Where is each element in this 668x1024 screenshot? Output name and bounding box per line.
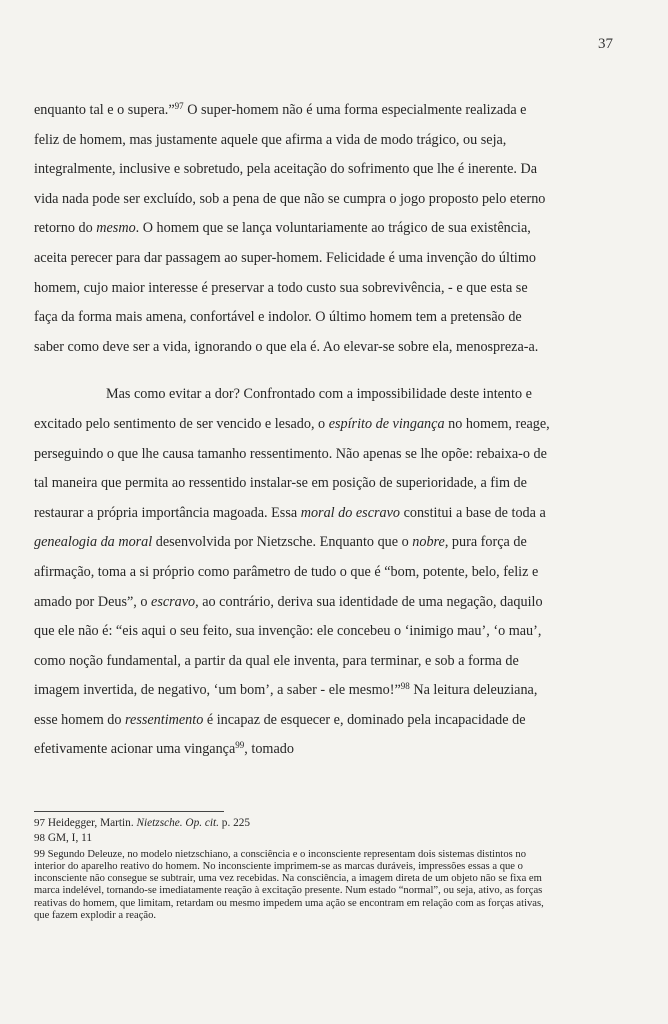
footnote-divider [34, 811, 224, 812]
footnote-99: 99 Segundo Deleuze, no modelo nietzschiano, a consciência e o inconsciente representam dois sistemas distintos no interior do aparelho reativo do homem. No inconsciente imprimem-se as marcas duráveis, impressões essas a que o inconsciente não consegue se subtrair, uma vez recebidas. Na consciência, a imagem direta de um objeto não se fixa em marca indelével, tornando-se imediatamente reação à excitação presente. Num estado “normal”, ou seja, ativo, as forças reativas do homem, que limitam, retardam ou mesmo impedem uma ação se encontram em relação com as forças ativas, que fazem explodir a reação. [34, 847, 544, 921]
footnote-97: 97 Heidegger, Martin. Nietzsche. Op. cit. p. 225 [34, 817, 251, 829]
paragraph-2: Mas como evitar a dor? Confrontado com a impossibilidade deste intento e excitado pelo sentimento de ser vencido e lesado, o espírito de vingança no homem, reage, perseguindo o que lhe causa tamanho ressentimento. Não apenas se lhe opõe: rebaixa-o de tal maneira que permita ao ressentido instalar-se em posição de superioridade, a fim de restaurar a própria importância magoada. Essa moral do escravo constitui a base de toda a genealogia da moral desenvolvida por Nietzsche. Enquanto que o nobre, pura força de afirmação, toma a si próprio como parâmetro de tudo o que é “bom, potente, belo, feliz e amado por Deus”, o escravo, ao contrário, deriva sua identidade de uma negação, daquilo que ele não é: “eis aqui o seu feito, sua invenção: ele concebeu o ‘inimigo mau’, ‘o mau’, como noção fundamental, a partir da qual ele inventa, para terminar, e sob a forma de imagem invertida, de negativo, ‘um bom’, a saber - ele mesmo!”$^{98}$ Na leitura deleuziana, esse homem do ressentimento é incapaz de esquecer e, dominado pela incapacidade de efetivamente acionar uma vingança$^{99}$, tomado [34, 386, 550, 758]
footnote-ref-99[interactable]: 99 [235, 740, 245, 751]
footnote-98: 98 GM, I, 11 [34, 832, 92, 845]
page-number: 37 [598, 36, 613, 52]
body-text [34, 96, 554, 765]
footnote-ref-97[interactable]: 97 [174, 101, 184, 111]
footnote-ref-98[interactable]: 98 [400, 681, 410, 692]
footnotes [34, 817, 559, 925]
paragraph-1: enquanto tal e o supera.”$^{97}$ O super-homem não é uma forma especialmente realizada e feliz de homem, mas justamente aquele que afirma a vida de modo trágico, ou seja, integralmente, inclusive e sobretudo, pela aceitação do sofrimento que lhe é inerente. Da vida nada pode ser excluído, sob a pena de que não se cumpra o jogo proposto pelo eterno retorno do mesmo. O homem que se lança voluntariamente ao trágico de sua existência, aceita perecer para dar passagem ao super-homem. Felicidade é uma invenção do último homem, cujo maior interesse é preservar a todo custo sua sobrevivência, - e que esta se faça da forma mais amena, confortável e indolor. O último homem tem a pretensão de saber como deve ser a vida, ignorando o que ela é. Ao elevar-se sobre ela, menospreza-a. [34, 101, 546, 355]
